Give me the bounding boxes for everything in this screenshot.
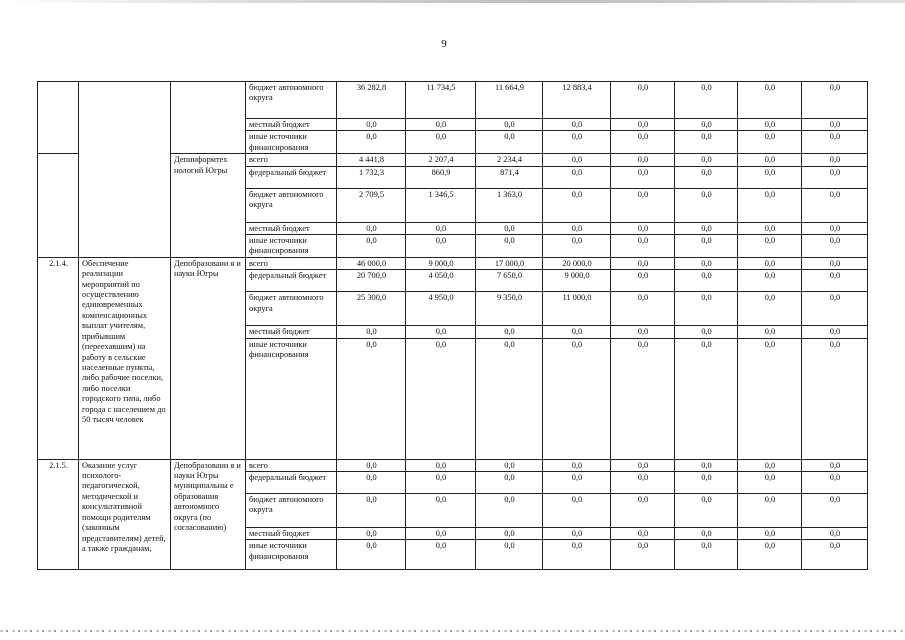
- item-number-cell: [38, 154, 79, 258]
- value-cell: 0,0: [675, 540, 738, 570]
- value-cell: 0,0: [476, 326, 543, 338]
- funding-source: всего: [246, 257, 337, 269]
- value-cell: 0,0: [337, 235, 406, 258]
- value-cell: 0,0: [802, 528, 868, 540]
- value-cell: 0,0: [476, 459, 543, 471]
- funding-source: федеральный бюджет: [246, 166, 337, 188]
- value-cell: 0,0: [337, 326, 406, 338]
- value-cell: 0,0: [738, 188, 802, 222]
- value-cell: 0,0: [802, 494, 868, 528]
- value-cell: 0,0: [543, 188, 611, 222]
- scan-edge-bottom: [0, 630, 905, 632]
- value-cell: 0,0: [738, 326, 802, 338]
- value-cell: 0,0: [406, 222, 476, 234]
- value-cell: 0,0: [476, 472, 543, 494]
- value-cell: 0,0: [738, 292, 802, 326]
- value-cell: 0,0: [611, 154, 675, 166]
- value-cell: 0,0: [543, 472, 611, 494]
- value-cell: 0,0: [337, 338, 406, 459]
- executor-cell: Депобразовани я и науки Югры: [171, 257, 246, 459]
- value-cell: 0,0: [802, 270, 868, 292]
- value-cell: 2 234,4: [476, 154, 543, 166]
- value-cell: 0,0: [802, 166, 868, 188]
- value-cell: 9 000,0: [543, 270, 611, 292]
- value-cell: 0,0: [802, 154, 868, 166]
- value-cell: 0,0: [337, 494, 406, 528]
- item-number: 2.1.5.: [38, 459, 79, 570]
- value-cell: 0,0: [802, 188, 868, 222]
- value-cell: 0,0: [738, 494, 802, 528]
- value-cell: 0,0: [476, 235, 543, 258]
- value-cell: 0,0: [476, 528, 543, 540]
- value-cell: 0,0: [406, 472, 476, 494]
- value-cell: 0,0: [406, 338, 476, 459]
- page-number: 9: [441, 38, 447, 50]
- value-cell: 0,0: [738, 257, 802, 269]
- value-cell: 11 000,0: [543, 292, 611, 326]
- value-cell: 0,0: [675, 166, 738, 188]
- value-cell: 0,0: [611, 472, 675, 494]
- value-cell: 0,0: [406, 528, 476, 540]
- value-cell: 0,0: [543, 528, 611, 540]
- value-cell: 1 732,3: [337, 166, 406, 188]
- value-cell: 0,0: [675, 119, 738, 131]
- value-cell: 0,0: [476, 131, 543, 154]
- value-cell: 0,0: [675, 154, 738, 166]
- value-cell: 0,0: [611, 131, 675, 154]
- value-cell: 0,0: [543, 326, 611, 338]
- value-cell: 0,0: [738, 459, 802, 471]
- value-cell: 0,0: [337, 459, 406, 471]
- value-cell: 4 950,0: [406, 292, 476, 326]
- value-cell: 0,0: [802, 338, 868, 459]
- value-cell: 0,0: [476, 494, 543, 528]
- value-cell: 0,0: [406, 494, 476, 528]
- value-cell: 0,0: [675, 82, 738, 119]
- value-cell: 1 346,5: [406, 188, 476, 222]
- value-cell: 0,0: [738, 528, 802, 540]
- value-cell: 0,0: [738, 131, 802, 154]
- funding-source: местный бюджет: [246, 119, 337, 131]
- value-cell: 0,0: [675, 235, 738, 258]
- value-cell: 0,0: [802, 82, 868, 119]
- value-cell: 0,0: [543, 222, 611, 234]
- value-cell: 0,0: [611, 338, 675, 459]
- value-cell: 0,0: [738, 166, 802, 188]
- value-cell: 46 000,0: [337, 257, 406, 269]
- funding-source: федеральный бюджет: [246, 472, 337, 494]
- value-cell: 0,0: [611, 119, 675, 131]
- value-cell: 0,0: [738, 235, 802, 258]
- value-cell: 0,0: [738, 119, 802, 131]
- value-cell: 0,0: [476, 119, 543, 131]
- value-cell: 0,0: [802, 292, 868, 326]
- value-cell: 17 000,0: [476, 257, 543, 269]
- item-name: Оказание услуг психолого-педагогической, методической и консультативной помощи родителям (законным представителям) детей, а также гражданам,: [79, 459, 171, 570]
- value-cell: 0,0: [611, 326, 675, 338]
- value-cell: 0,0: [802, 472, 868, 494]
- value-cell: 0,0: [337, 528, 406, 540]
- value-cell: 0,0: [543, 540, 611, 570]
- value-cell: 0,0: [406, 459, 476, 471]
- value-cell: 0,0: [543, 235, 611, 258]
- value-cell: 1 363,0: [476, 188, 543, 222]
- value-cell: 0,0: [543, 494, 611, 528]
- value-cell: 0,0: [802, 540, 868, 570]
- item-name-cell: [79, 82, 171, 258]
- value-cell: 0,0: [611, 292, 675, 326]
- funding-source: бюджет автономного округа: [246, 494, 337, 528]
- funding-source: всего: [246, 459, 337, 471]
- value-cell: 0,0: [337, 540, 406, 570]
- value-cell: 0,0: [543, 119, 611, 131]
- value-cell: 0,0: [543, 338, 611, 459]
- value-cell: 0,0: [675, 188, 738, 222]
- executor-cell: [171, 82, 246, 154]
- table-row: [38, 459, 868, 471]
- funding-source: бюджет автономного округа: [246, 82, 337, 119]
- value-cell: 0,0: [611, 494, 675, 528]
- funding-source: иные источники финансирования: [246, 338, 337, 459]
- value-cell: 36 282,8: [337, 82, 406, 119]
- value-cell: 0,0: [611, 270, 675, 292]
- value-cell: 0,0: [675, 292, 738, 326]
- value-cell: 0,0: [738, 82, 802, 119]
- value-cell: 871,4: [476, 166, 543, 188]
- value-cell: 0,0: [675, 459, 738, 471]
- table-row: [38, 257, 868, 269]
- value-cell: 0,0: [802, 257, 868, 269]
- funding-source: местный бюджет: [246, 528, 337, 540]
- value-cell: 0,0: [611, 82, 675, 119]
- value-cell: 0,0: [406, 540, 476, 570]
- value-cell: 0,0: [337, 222, 406, 234]
- item-name: Обеспечение реализации мероприятий по осуществлению единовременных компенсационных выплат учителям, прибывшим (переехавшим) на работу в сельские населенные пункты, либо рабочие поселки, либо поселки городского типа, либо города с населением до 50 тысяч человек: [79, 257, 171, 459]
- value-cell: 0,0: [543, 131, 611, 154]
- value-cell: 0,0: [337, 131, 406, 154]
- value-cell: 0,0: [675, 270, 738, 292]
- value-cell: 0,0: [675, 131, 738, 154]
- value-cell: 0,0: [802, 131, 868, 154]
- funding-source: местный бюджет: [246, 326, 337, 338]
- value-cell: 25 300,0: [337, 292, 406, 326]
- value-cell: 2 709,5: [337, 188, 406, 222]
- value-cell: 0,0: [802, 459, 868, 471]
- value-cell: 0,0: [476, 338, 543, 459]
- value-cell: 0,0: [675, 494, 738, 528]
- value-cell: 4 050,0: [406, 270, 476, 292]
- value-cell: 0,0: [611, 528, 675, 540]
- value-cell: 9 350,0: [476, 292, 543, 326]
- executor-cell: Депобразовани я и науки Югры муниципальны е образования автономного округа (по согласованию): [171, 459, 246, 570]
- value-cell: 0,0: [675, 222, 738, 234]
- value-cell: 0,0: [611, 459, 675, 471]
- value-cell: 0,0: [611, 235, 675, 258]
- funding-source: бюджет автономного округа: [246, 292, 337, 326]
- value-cell: 0,0: [337, 472, 406, 494]
- value-cell: 0,0: [738, 338, 802, 459]
- scan-edge-top: [0, 0, 905, 3]
- value-cell: 0,0: [738, 540, 802, 570]
- value-cell: 20 700,0: [337, 270, 406, 292]
- value-cell: 0,0: [802, 326, 868, 338]
- value-cell: 7 650,0: [476, 270, 543, 292]
- funding-source: всего: [246, 154, 337, 166]
- value-cell: 0,0: [611, 257, 675, 269]
- funding-source: федеральный бюджет: [246, 270, 337, 292]
- value-cell: 0,0: [802, 222, 868, 234]
- value-cell: 0,0: [802, 235, 868, 258]
- value-cell: 0,0: [738, 270, 802, 292]
- value-cell: 0,0: [337, 119, 406, 131]
- value-cell: 0,0: [675, 472, 738, 494]
- value-cell: 0,0: [738, 472, 802, 494]
- value-cell: 0,0: [611, 188, 675, 222]
- value-cell: 0,0: [543, 459, 611, 471]
- value-cell: 0,0: [738, 222, 802, 234]
- value-cell: 2 207,4: [406, 154, 476, 166]
- value-cell: 0,0: [543, 166, 611, 188]
- value-cell: 0,0: [675, 338, 738, 459]
- value-cell: 0,0: [476, 540, 543, 570]
- value-cell: 0,0: [738, 154, 802, 166]
- value-cell: 0,0: [406, 131, 476, 154]
- value-cell: 0,0: [802, 119, 868, 131]
- funding-source: бюджет автономного округа: [246, 188, 337, 222]
- funding-source: иные источники финансирования: [246, 235, 337, 258]
- value-cell: 9 000,0: [406, 257, 476, 269]
- value-cell: 4 441,8: [337, 154, 406, 166]
- value-cell: 12 883,4: [543, 82, 611, 119]
- executor-cell: Депинформтех нологий Югры: [171, 154, 246, 258]
- value-cell: 0,0: [406, 326, 476, 338]
- value-cell: 11 734,5: [406, 82, 476, 119]
- value-cell: 0,0: [675, 326, 738, 338]
- funding-source: местный бюджет: [246, 222, 337, 234]
- value-cell: 0,0: [406, 119, 476, 131]
- funding-source: иные источники финансирования: [246, 131, 337, 154]
- item-number: 2.1.4.: [38, 257, 79, 459]
- item-number-cell: [38, 82, 79, 154]
- value-cell: 0,0: [611, 166, 675, 188]
- value-cell: 0,0: [543, 154, 611, 166]
- value-cell: 11 664,9: [476, 82, 543, 119]
- value-cell: 860,9: [406, 166, 476, 188]
- value-cell: 20 000,0: [543, 257, 611, 269]
- value-cell: 0,0: [675, 257, 738, 269]
- value-cell: 0,0: [476, 222, 543, 234]
- value-cell: 0,0: [406, 235, 476, 258]
- value-cell: 0,0: [611, 222, 675, 234]
- table-row: [38, 82, 868, 119]
- value-cell: 0,0: [675, 528, 738, 540]
- budget-table: [37, 81, 868, 570]
- funding-source: иные источники финансирования: [246, 540, 337, 570]
- value-cell: 0,0: [611, 540, 675, 570]
